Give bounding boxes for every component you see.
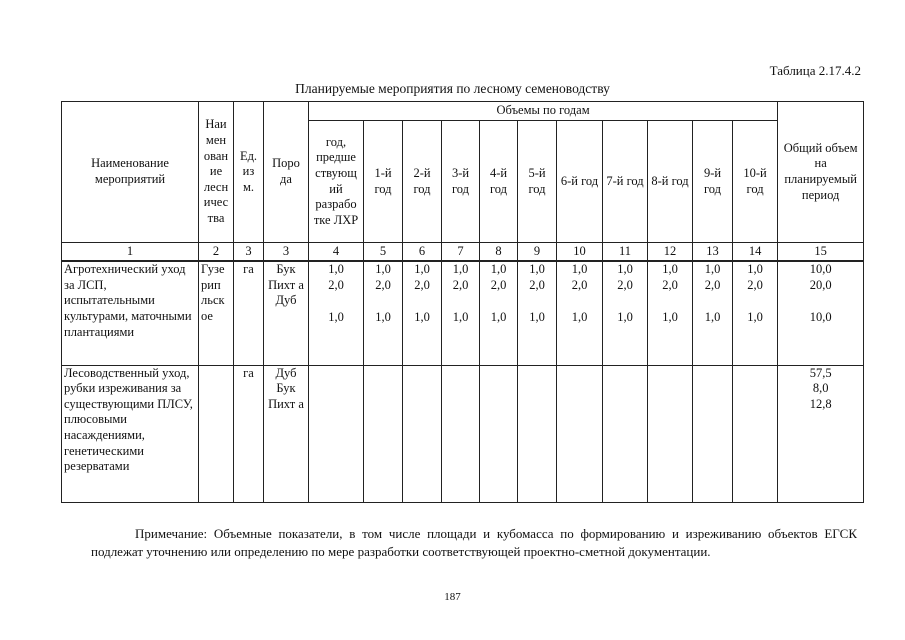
forestry-name [199,365,234,502]
year-2-volume-value: 1,0 [414,310,430,325]
year-1-volume [364,365,403,502]
header-year-9: 9-й год [693,121,733,243]
species-value: Бук [276,262,296,276]
year-8-volume [648,365,693,502]
column-number: 3 [234,243,264,262]
year-8-volume-value: 2,0 [662,277,678,292]
year-3-volume-value: 1,0 [452,262,469,276]
table-row [62,365,864,502]
header-unit: Ед. из м. [234,102,264,243]
column-number: 10 [557,243,603,262]
column-number: 7 [442,243,480,262]
year-4-volume-value: 1,0 [490,310,507,325]
activity-name: Агротехнический уход за ЛСП, испытательными культурами, маточными плантациями [62,261,199,365]
year-2-volume-value: 1,0 [414,262,430,276]
column-number: 4 [309,243,364,262]
year-8-volume-value: 1,0 [662,310,678,325]
column-number: 8 [480,243,518,262]
unit: га [234,365,264,502]
year-5-volume-value: 2,0 [529,277,545,292]
species-value: Пихт а [268,396,304,411]
year-1-volume [364,261,403,365]
header-volumes-by-year: Объемы по годам [309,102,778,121]
species-value: Дуб [275,293,297,308]
year-6-volume [557,261,603,365]
unit: га [234,261,264,365]
year-3-volume [442,261,480,365]
seed-production-table [61,101,864,503]
header-year-10: 10-й год [733,121,778,243]
year-7-volume-value: 2,0 [617,277,633,292]
total-volume [778,261,864,365]
year-9-volume-value: 2,0 [704,277,721,292]
header-prev-year: год, предше ствующ ий разрабо тке ЛХР [309,121,364,243]
year-8-volume-value: 1,0 [662,262,678,276]
column-number: 9 [518,243,557,262]
header-year-6: 6-й год [557,121,603,243]
prev-year-volume-value: 1,0 [328,262,344,276]
header-year-1: 1-й год [364,121,403,243]
column-number: 13 [693,243,733,262]
year-6-volume [557,365,603,502]
header-year-7: 7-й год [603,121,648,243]
column-number: 1 [62,243,199,262]
table-row [62,261,864,365]
column-number: 15 [778,243,864,262]
year-1-volume-value: 1,0 [375,310,391,325]
year-6-volume-value: 1,0 [571,262,588,276]
table-caption: Планируемые мероприятия по лесному семеноводству [295,81,610,96]
prev-year-volume [309,261,364,365]
year-10-volume [733,365,778,502]
header-total: Общий объем на планируемый период [778,102,864,243]
year-5-volume [518,365,557,502]
total-volume [778,365,864,502]
page-number: 187 [444,591,461,603]
year-9-volume-value: 1,0 [704,310,721,325]
column-number: 5 [364,243,403,262]
year-4-volume-value: 1,0 [490,262,507,276]
species-value: Пихт а [268,277,304,292]
species [264,365,309,502]
total-volume-value: 12,8 [809,396,832,411]
table-note: Примечание: Объемные показатели, в том числе площади и кубомасса по формированию и изреживанию объектов ЕГСК подлежат уточнению или определению по мере разработки соответствующей проектно-сметной документации. [91,526,857,559]
year-6-volume-value: 2,0 [571,277,588,292]
total-volume-value: 57,5 [809,365,832,380]
year-4-volume-value: 2,0 [490,277,507,292]
species [264,261,309,365]
header-year-8: 8-й год [648,121,693,243]
column-number: 12 [648,243,693,262]
year-9-volume-value: 1,0 [704,262,721,276]
year-3-volume-value: 1,0 [452,310,469,325]
year-10-volume [733,261,778,365]
total-volume-value: 10,0 [809,262,832,276]
column-number: 6 [403,243,442,262]
year-1-volume-value: 2,0 [375,277,391,292]
year-9-volume [693,261,733,365]
year-7-volume-value: 1,0 [617,262,633,276]
year-5-volume-value: 1,0 [529,310,545,325]
column-number: 11 [603,243,648,262]
column-number: 2 [199,243,234,262]
activity-name: Лесоводственный уход, рубки изреживания за существующими ПЛСУ, плюсовыми насаждениями, генетическими резерватами [62,365,199,502]
prev-year-volume-value: 1,0 [328,310,344,325]
year-1-volume-value: 1,0 [375,262,391,276]
prev-year-volume-value: 2,0 [328,277,344,292]
year-3-volume-value: 2,0 [452,277,469,292]
year-2-volume-value: 2,0 [414,277,430,292]
year-6-volume-value: 1,0 [571,310,588,325]
year-2-volume [403,261,442,365]
total-volume-value: 20,0 [809,277,832,292]
header-species: Поро да [264,102,309,243]
year-3-volume [442,365,480,502]
header-year-2: 2-й год [403,121,442,243]
forestry-name: Гузе рип льск ое [199,261,234,365]
year-10-volume-value: 2,0 [747,277,763,292]
year-7-volume [603,261,648,365]
header-year-4: 4-й год [480,121,518,243]
year-2-volume [403,365,442,502]
total-volume-value: 8,0 [812,381,829,396]
column-number: 14 [733,243,778,262]
column-number-row [62,243,864,262]
year-7-volume-value: 1,0 [617,310,633,325]
total-volume-value: 10,0 [809,310,832,325]
species-value: Бук [276,381,296,396]
prev-year-volume [309,365,364,502]
year-7-volume [603,365,648,502]
header-forestry: Наи мен ован ие лесн ичес тва [199,102,234,243]
year-4-volume [480,365,518,502]
column-number: 3 [264,243,309,262]
header-name: Наименование мероприятий [62,102,199,243]
year-5-volume [518,261,557,365]
year-9-volume [693,365,733,502]
year-8-volume [648,261,693,365]
table-label: Таблица 2.17.4.2 [769,63,861,78]
header-year-5: 5-й год [518,121,557,243]
year-10-volume-value: 1,0 [747,310,763,325]
year-5-volume-value: 1,0 [529,262,545,276]
year-4-volume [480,261,518,365]
header-year-3: 3-й год [442,121,480,243]
species-value: Дуб [275,365,297,380]
year-10-volume-value: 1,0 [747,262,763,276]
